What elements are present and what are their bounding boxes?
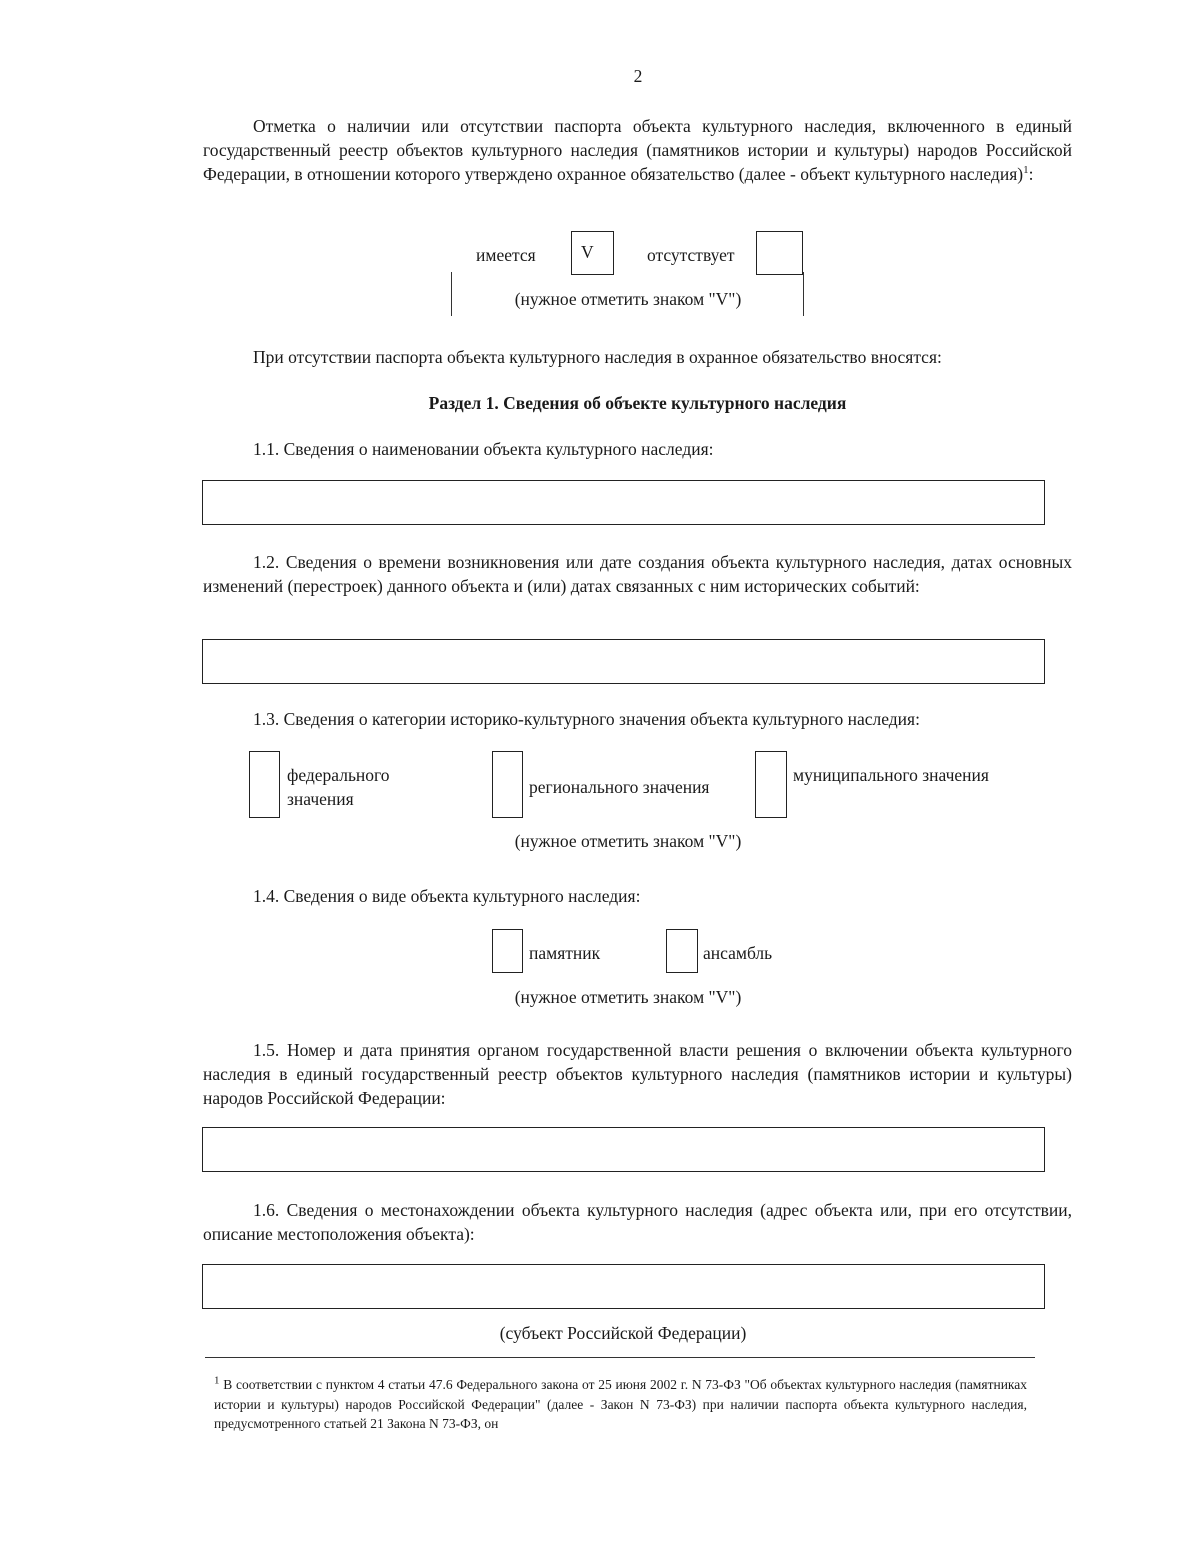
bracket-left-line bbox=[451, 272, 452, 316]
passport-present-checkbox[interactable] bbox=[571, 231, 614, 275]
federal-label: федерального значения bbox=[287, 765, 390, 809]
item-1-2-label: 1.2. Сведения о времени возникновения или дате создания объекта культурного наследия, датах основных изменений (перестроек) данного объекта и (или) датах связанных с ним исторических событий: bbox=[203, 552, 1072, 596]
item-1-2-paragraph bbox=[203, 550, 1072, 598]
regional-checkbox[interactable] bbox=[492, 751, 523, 818]
footnote-text: В соответствии с пунктом 4 статьи 47.6 Федерального закона от 25 июня 2002 г. N 73-ФЗ "Об объектах культурного наследия (памятниках истории и культуры) народов Российской Федерации" (далее - Закон N 73-ФЗ) при наличии паспорта объекта культурного наследия, предусмотренного статьей 21 Закона N 73-ФЗ, он bbox=[214, 1377, 1028, 1431]
monument-checkbox[interactable] bbox=[492, 929, 523, 973]
municipal-label: муниципального значения bbox=[793, 765, 989, 785]
monument-label: памятник bbox=[529, 943, 601, 963]
item-1-6-paragraph bbox=[203, 1198, 1072, 1246]
item-1-5-field[interactable] bbox=[202, 1127, 1045, 1172]
footnote bbox=[214, 1375, 1027, 1434]
passport-absent-label: отсутствует bbox=[647, 245, 735, 265]
passport-paragraph bbox=[203, 114, 1072, 186]
item-1-6-field[interactable] bbox=[202, 1264, 1045, 1309]
bracket-right-line bbox=[803, 272, 804, 316]
regional-label: регионального значения bbox=[529, 777, 710, 797]
item-1-3-label: 1.3. Сведения о категории историко-культурного значения объекта культурного наследия: bbox=[253, 709, 920, 729]
ensemble-checkbox[interactable] bbox=[666, 929, 698, 973]
item-1-5-label: 1.5. Номер и дата принятия органом государственной власти решения о включении объекта культурного наследия в единый государственный реестр объектов культурного наследия (памятников истории и культуры) народов Российской Федерации: bbox=[203, 1040, 1072, 1108]
item-1-2-field[interactable] bbox=[202, 639, 1045, 684]
footnote-ref: 1 bbox=[1023, 164, 1029, 177]
item-1-4-hint: (нужное отметить знаком "V") bbox=[514, 987, 742, 1007]
passport-hint: (нужное отметить знаком "V") bbox=[514, 289, 742, 309]
ensemble-label: ансамбль bbox=[703, 943, 773, 963]
municipal-checkbox[interactable] bbox=[755, 751, 787, 818]
footnote-divider bbox=[205, 1357, 1035, 1358]
section-title: Раздел 1. Сведения об объекте культурного наследия bbox=[428, 393, 847, 413]
item-1-6-label: 1.6. Сведения о местонахождении объекта культурного наследия (адрес объекта или, при его отсутствии, описание местоположения объекта): bbox=[203, 1200, 1072, 1244]
passport-present-mark: V bbox=[581, 242, 594, 262]
item-1-6-caption: (субъект Российской Федерации) bbox=[499, 1323, 747, 1343]
item-1-1-label: 1.1. Сведения о наименовании объекта культурного наследия: bbox=[253, 439, 714, 459]
footnote-mark: 1 bbox=[214, 1374, 220, 1387]
item-1-1-field[interactable] bbox=[202, 480, 1045, 525]
item-1-3-hint: (нужное отметить знаком "V") bbox=[514, 831, 742, 851]
passport-absent-checkbox[interactable] bbox=[756, 231, 803, 275]
item-1-4-label: 1.4. Сведения о виде объекта культурного наследия: bbox=[253, 886, 641, 906]
federal-checkbox[interactable] bbox=[249, 751, 280, 818]
page-number: 2 bbox=[633, 66, 643, 86]
passport-present-label: имеется bbox=[476, 245, 536, 265]
passport-paragraph-tail: : bbox=[1028, 164, 1034, 184]
absence-note: При отсутствии паспорта объекта культурного наследия в охранное обязательство вносятся: bbox=[253, 347, 942, 367]
item-1-5-paragraph bbox=[203, 1038, 1072, 1110]
passport-paragraph-text: Отметка о наличии или отсутствии паспорта объекта культурного наследия, включенного в единый государственный реестр объектов культурного наследия (памятников истории и культуры) народов Российской Федерации, в отношении которого утверждено охранное обязательство (далее - объект культурного наследия) bbox=[203, 116, 1072, 184]
